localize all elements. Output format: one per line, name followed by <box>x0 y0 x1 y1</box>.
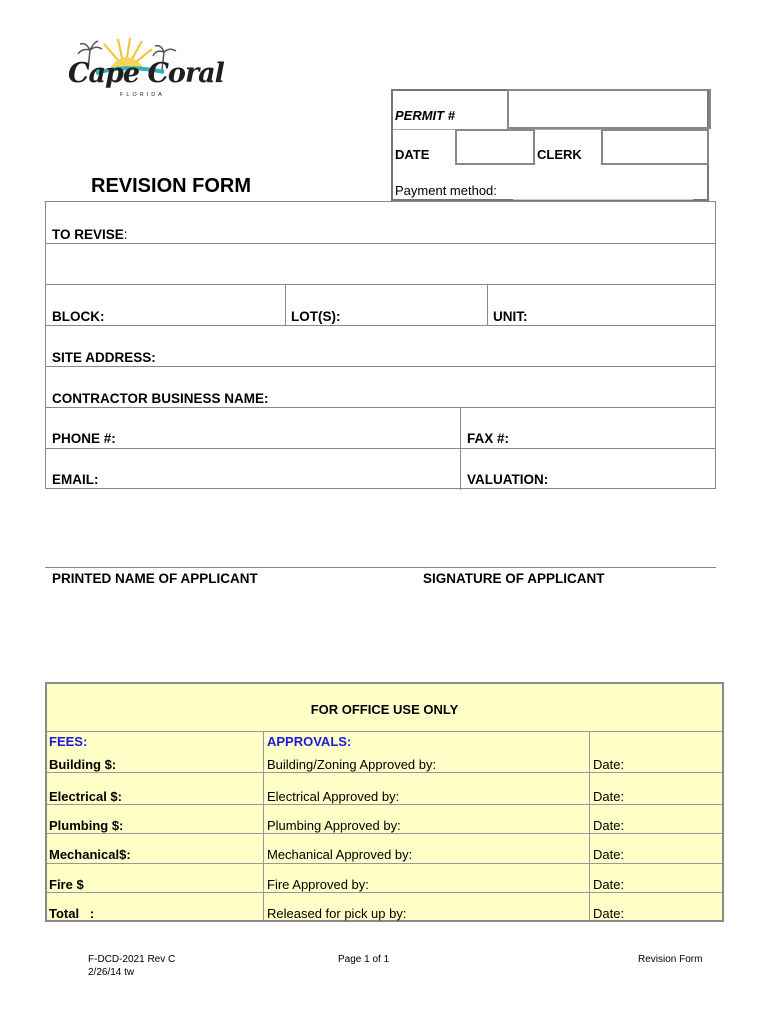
site-address-label: SITE ADDRESS: <box>52 350 156 365</box>
fees-header: FEES: <box>49 734 88 749</box>
page-number: Page 1 of 1 <box>338 954 390 965</box>
email-label: EMAIL: <box>52 472 99 487</box>
electrical-approval-label: Electrical Approved by: <box>267 789 400 804</box>
clerk-label: CLERK <box>537 147 582 162</box>
block-label: BLOCK: <box>52 309 105 324</box>
fax-label: FAX #: <box>467 431 510 446</box>
revision-date: 2/26/14 tw <box>88 967 135 978</box>
office-use-title: FOR OFFICE USE ONLY <box>310 702 459 717</box>
valuation-label: VALUATION: <box>467 472 549 487</box>
date-field[interactable] <box>455 129 535 165</box>
plumbing-approval-label: Plumbing Approved by: <box>267 818 401 833</box>
payment-method-label: Payment method: <box>395 183 497 198</box>
applicant-form <box>45 201 716 489</box>
to-revise-label: TO REVISE: <box>52 227 128 242</box>
form-number: F-DCD-2021 Rev C <box>88 954 176 965</box>
permit-number-label: PERMIT # <box>395 108 455 123</box>
mechanical-fee-label: Mechanical$: <box>49 847 131 862</box>
mechanical-date-label: Date: <box>593 847 625 862</box>
date-label: DATE <box>395 147 430 162</box>
logo-state-name: FLORIDA <box>120 92 165 98</box>
signature-label: SIGNATURE OF APPLICANT <box>423 571 605 586</box>
electrical-fee-label: Electrical $: <box>49 789 122 804</box>
fire-date-label: Date: <box>593 877 625 892</box>
building-date-label: Date: <box>593 757 625 772</box>
building-approval-label: Building/Zoning Approved by: <box>267 757 437 772</box>
plumbing-date-label: Date: <box>593 818 625 833</box>
office-use-section <box>45 682 724 922</box>
cape-coral-logo <box>66 36 224 104</box>
signature-line[interactable] <box>45 567 716 568</box>
contractor-business-name-label: CONTRACTOR BUSINESS NAME: <box>52 391 269 406</box>
lots-label: LOT(S): <box>291 309 341 324</box>
approvals-header: APPROVALS: <box>267 734 352 749</box>
permit-number-field[interactable] <box>507 89 711 129</box>
building-fee-label: Building $: <box>49 757 117 772</box>
released-date-label: Date: <box>593 906 625 921</box>
permit-info-box <box>391 89 709 201</box>
mechanical-approval-label: Mechanical Approved by: <box>267 847 413 862</box>
payment-method-field[interactable] <box>513 199 693 200</box>
electrical-date-label: Date: <box>593 789 625 804</box>
printed-name-label: PRINTED NAME OF APPLICANT <box>52 571 258 586</box>
plumbing-fee-label: Plumbing $: <box>49 818 124 833</box>
logo-city-name: Cape Coral <box>68 58 224 89</box>
to-revise-field[interactable] <box>46 244 715 284</box>
form-title: REVISION FORM <box>91 175 252 197</box>
fire-fee-label: Fire $ <box>49 877 84 892</box>
released-approval-label: Released for pick up by: <box>267 906 407 921</box>
unit-label: UNIT: <box>493 309 528 324</box>
form-name: Revision Form <box>638 954 703 965</box>
total-fee-label: Total : <box>49 906 95 921</box>
fire-approval-label: Fire Approved by: <box>267 877 369 892</box>
phone-label: PHONE #: <box>52 431 116 446</box>
clerk-field[interactable] <box>601 129 709 165</box>
